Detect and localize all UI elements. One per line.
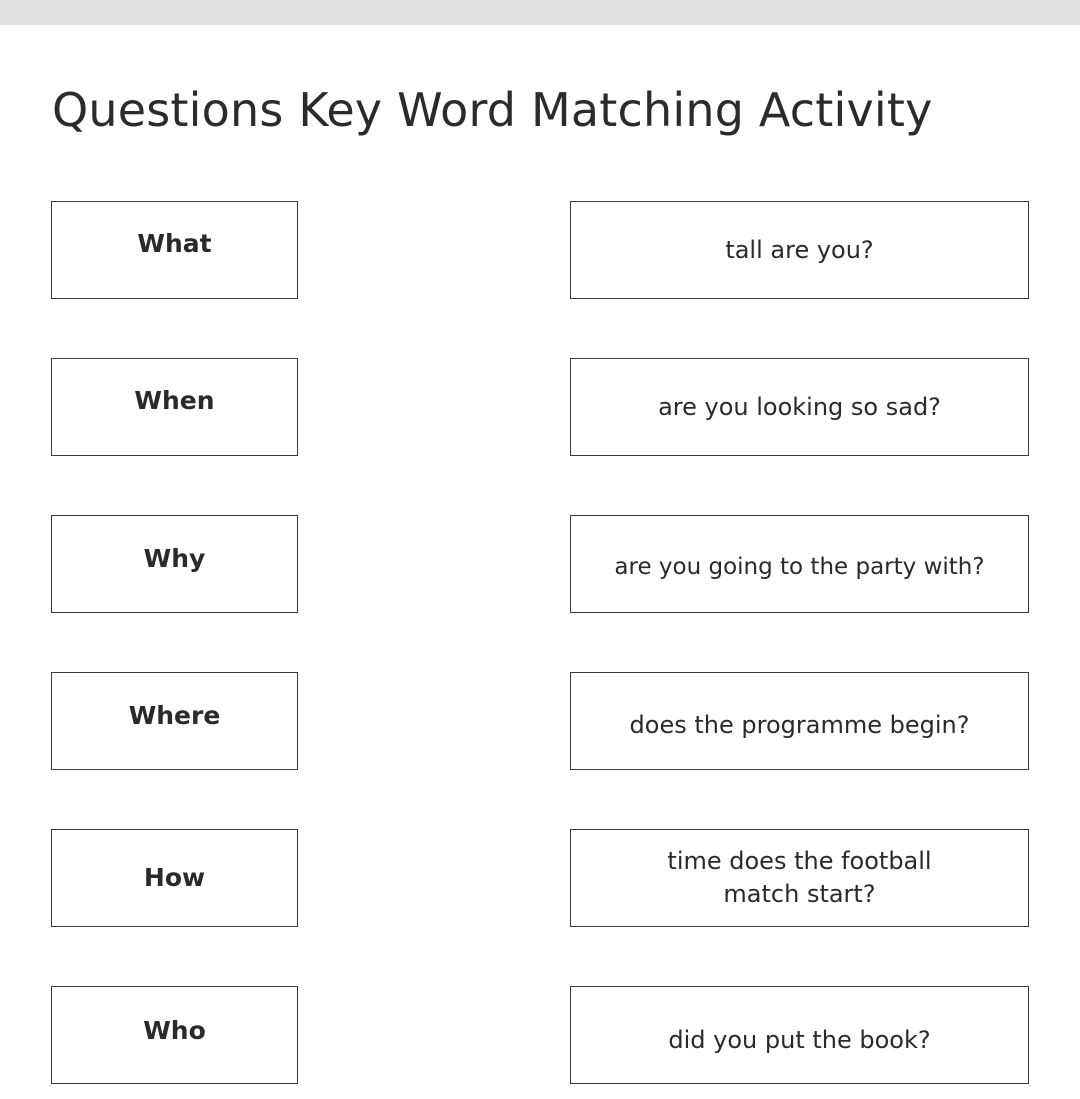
question-word-label: Where <box>128 701 221 730</box>
question-word-card[interactable] <box>51 201 298 299</box>
question-word-card[interactable] <box>51 515 298 613</box>
top-strip <box>0 0 1080 25</box>
phrase-text: did you put the book? <box>668 1025 931 1054</box>
question-word-label: Why <box>143 544 206 573</box>
page-title: Questions Key Word Matching Activity <box>52 83 933 137</box>
question-word-label: What <box>137 229 212 258</box>
phrase-text: are you going to the party with? <box>614 553 985 580</box>
question-word-label: Who <box>143 1016 206 1045</box>
phrase-card[interactable] <box>570 201 1029 299</box>
question-word-card[interactable] <box>51 986 298 1084</box>
question-word-label: How <box>143 863 206 892</box>
phrase-text: tall are you? <box>725 235 874 264</box>
question-word-card[interactable] <box>51 358 298 456</box>
phrase-text: are you looking so sad? <box>658 392 941 421</box>
phrase-card[interactable] <box>570 829 1029 927</box>
phrase-text: does the programme begin? <box>629 710 970 739</box>
question-word-card[interactable] <box>51 829 298 927</box>
phrase-card[interactable] <box>570 986 1029 1084</box>
phrase-card[interactable] <box>570 358 1029 456</box>
question-word-label: When <box>134 386 215 415</box>
phrase-card[interactable] <box>570 515 1029 613</box>
phrase-card[interactable] <box>570 672 1029 770</box>
question-word-card[interactable] <box>51 672 298 770</box>
phrase-text: time does the football match start? <box>667 847 932 908</box>
